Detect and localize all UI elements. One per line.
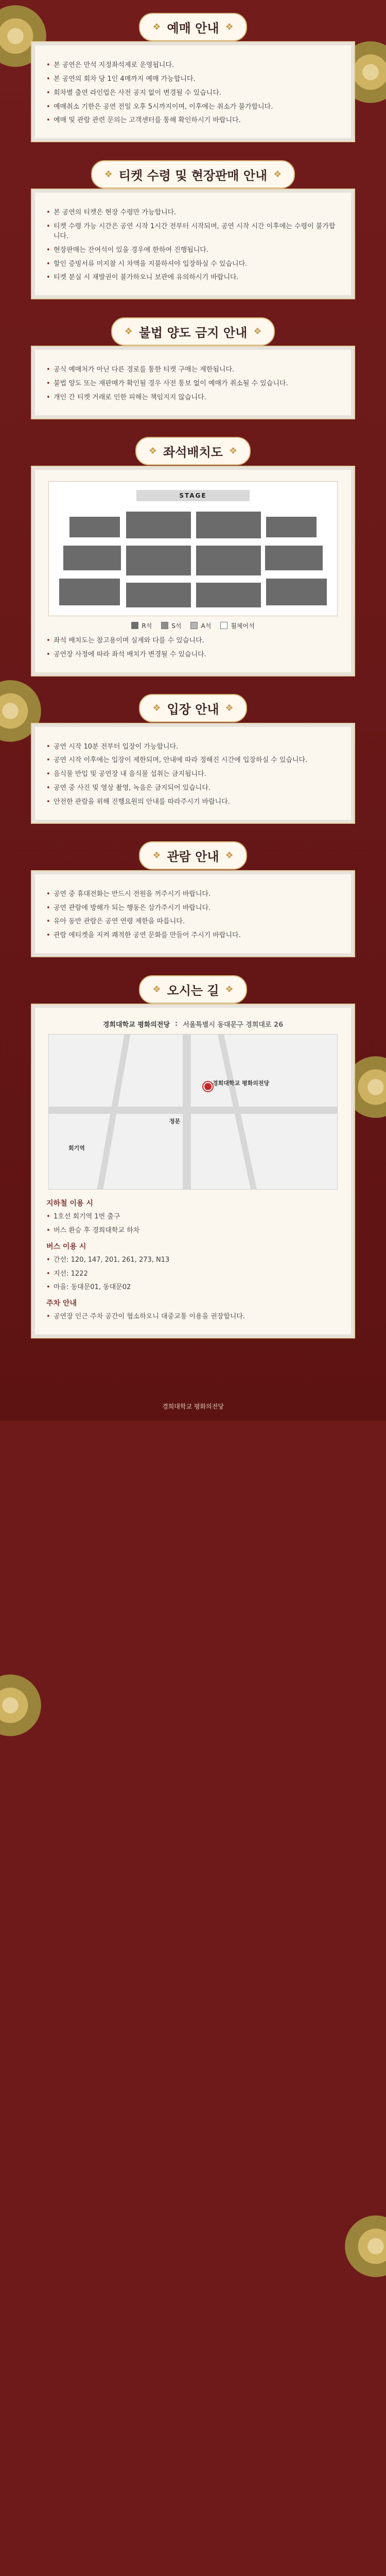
venue-name: 경희대학교 평화의전당 [102,1021,170,1029]
directions-title-wrap [31,975,355,1004]
resale-title [111,317,275,346]
title-right-ornament-icon: ❖ [225,984,234,995]
map-label-venue: 경희대학교 평화의전당 [213,1080,270,1087]
viewing-item-2: • 공연 관람에 방해가 되는 행동은 삼가주시기 바랍니다. [46,904,340,913]
booking-title-text: 예매 안내 [167,21,219,36]
booking-panel [31,41,355,142]
seatmap-note-2: • 공연장 사정에 따라 좌석 배치가 변경될 수 있습니다. [46,650,340,660]
ticket-title-wrap [31,160,355,189]
legend-item: A석 [190,621,211,630]
viewing-title-wrap [31,841,355,870]
parking-item-1: • 공연장 인근 주차 공간이 협소하오니 대중교통 이용을 권장합니다. [46,1312,340,1322]
seat-block [196,546,261,575]
subway-title: 지하철 이용 시 [46,1199,93,1208]
venue-pin-icon [203,1082,213,1091]
viewing-item-4: • 관람 에티켓을 지켜 쾌적한 공연 문화를 만들어 주시기 바랍니다. [46,931,340,941]
viewing-title-text: 관람 안내 [167,850,219,865]
seat-block [69,517,120,537]
seat-block [266,579,327,605]
entry-list [46,742,340,807]
bus-item-1: • 간선: 120, 147, 201, 261, 273, N13 [46,1256,340,1265]
subway-list [46,1212,340,1236]
ticket-item-3: • 현장판매는 잔여석이 있을 경우에 한하여 진행됩니다. [46,246,340,256]
directions-panel [31,1004,355,1338]
title-right-ornament-icon: ❖ [225,703,234,714]
viewing-panel [31,870,355,957]
seatmap-notes [46,636,340,660]
seat-block [196,512,261,538]
entry-item-4: • 공연 중 사진 및 영상 촬영, 녹음은 금지되어 있습니다. [46,784,340,793]
subway-item-1: • 1호선 회기역 1번 출구 [46,1212,340,1222]
entry-item-2: • 공연 시작 이후에는 입장이 제한되며, 안내에 따라 정해진 시간에 입장하실 수 있습니다. [46,756,340,766]
viewing-item-3: • 유아 동반 관람은 공연 연령 제한을 따릅니다. [46,917,340,927]
title-right-ornament-icon: ❖ [225,21,234,32]
title-left-ornament-icon: ❖ [152,21,161,32]
ticket-item-1: • 본 공연의 티켓은 현장 수령만 가능합니다. [46,208,340,218]
seat-block [266,517,317,537]
ticket-item-5: • 티켓 분실 시 재발권이 불가하오니 보관에 유의하시기 바랍니다. [46,273,340,283]
title-left-ornament-icon: ❖ [152,850,161,861]
bus-list [46,1256,340,1293]
seatmap-title-wrap [31,437,355,466]
bus-title: 버스 이용 시 [46,1242,86,1251]
bus-item-2: • 지선: 1222 [46,1269,340,1279]
address-separator: : [174,1020,178,1028]
seatmap-title-text: 좌석배치도 [163,445,223,460]
title-right-ornament-icon: ❖ [229,446,238,457]
viewing-list [46,890,340,941]
directions-title [139,975,247,1004]
seat-block [126,546,191,575]
directions-title-text: 오시는 길 [167,983,219,998]
road [49,1107,337,1114]
seat-block [126,512,191,538]
title-left-ornament-icon: ❖ [152,984,161,995]
booking-item-2: • 본 공연의 회차 당 1인 4매까지 예매 가능합니다. [46,75,340,84]
viewing-item-1: • 공연 중 휴대전화는 반드시 전원을 꺼주시기 바랍니다. [46,890,340,900]
title-left-ornament-icon: ❖ [124,326,133,337]
title-left-ornament-icon: ❖ [152,703,161,714]
title-right-ornament-icon: ❖ [273,168,282,180]
seat-block [63,546,121,570]
footer: 경희대학교 평화의전당 [162,1403,224,1411]
legend-item: 휠체어석 [220,621,254,630]
entry-item-3: • 음식물 반입 및 공연장 내 음식물 섭취는 금지됩니다. [46,770,340,779]
seat-block [196,583,261,607]
seatmap-title [135,437,251,465]
booking-item-1: • 본 공연은 만석 지정좌석제로 운영됩니다. [46,61,340,71]
road [183,1035,191,1189]
seat-legend [46,621,340,630]
bus-info [46,1241,340,1293]
booking-item-5: • 예매 및 관람 관련 문의는 고객센터를 통해 확인하시기 바랍니다. [46,116,340,126]
seat-block [265,546,323,570]
flower-decoration-icon [0,1674,41,1736]
ticket-title-text: 티켓 수령 및 현장판매 안내 [118,168,268,183]
venue-address [46,1019,340,1029]
ticket-panel [31,189,355,299]
booking-list [46,61,340,126]
resale-panel [31,346,355,419]
booking-item-4: • 예매취소 기한은 공연 전일 오후 5시까지이며, 이후에는 취소가 불가합니다. [46,103,340,112]
resale-title-wrap [31,317,355,346]
map-label-gate: 정문 [169,1118,181,1125]
parking-title: 주차 안내 [46,1299,77,1308]
entry-title-text: 입장 안내 [167,702,219,717]
entry-title-wrap [31,694,355,723]
seat-block [59,579,120,605]
entry-title [139,694,247,722]
map [48,1034,338,1190]
viewing-title [139,841,247,870]
title-right-ornament-icon: ❖ [225,850,234,861]
title-left-ornament-icon: ❖ [148,446,157,457]
resale-item-1: • 공식 예매처가 아닌 다른 경로를 통한 티켓 구매는 제한됩니다. [46,365,340,375]
address-text: 서울특별시 동대문구 경희대로 26 [183,1021,284,1029]
booking-title [139,13,247,41]
resale-item-2: • 불법 양도 또는 재판매가 확인될 경우 사전 통보 없이 예매가 취소될 수 있습니다. [46,379,340,389]
booking-title-wrap [31,12,355,41]
ticket-item-2: • 티켓 수령 가능 시간은 공연 시작 1시간 전부터 시작되며, 공연 시작 시간 이후에는 수령이 불가합니다. [46,222,340,242]
bus-item-3: • 마을: 동대문01, 동대문02 [46,1283,340,1293]
stage-label: STAGE [136,490,250,501]
flower-decoration-icon [345,2215,386,2277]
seatmap-panel [31,466,355,676]
ticket-title [91,160,295,189]
seatmap [48,481,338,616]
booking-item-3: • 회차별 출연 라인업은 사전 공지 없이 변경될 수 있습니다. [46,89,340,98]
subway-item-2: • 버스 환승 후 경희대학교 하차 [46,1226,340,1236]
seatmap-note-1: • 좌석 배치도는 참고용이며 실제와 다를 수 있습니다. [46,636,340,646]
title-left-ornament-icon: ❖ [104,168,113,180]
seat-block [126,583,191,607]
subway-info [46,1198,340,1236]
legend-item: R석 [131,621,152,630]
entry-item-1: • 공연 시작 10분 전부터 입장이 가능합니다. [46,742,340,752]
ticket-item-4: • 할인 증빙서류 미지참 시 차액을 지불하셔야 입장하실 수 있습니다. [46,260,340,269]
legend-item: S석 [161,621,181,630]
entry-item-5: • 안전한 관람을 위해 진행요원의 안내를 따라주시기 바랍니다. [46,798,340,807]
resale-item-3: • 개인 간 티켓 거래로 인한 피해는 책임지지 않습니다. [46,393,340,403]
ticket-list [46,208,340,283]
title-right-ornament-icon: ❖ [253,326,262,337]
map-label-station: 회기역 [68,1145,85,1152]
resale-list [46,365,340,403]
entry-panel [31,723,355,824]
resale-title-text: 불법 양도 금지 안내 [138,325,248,340]
parking-list [46,1312,340,1322]
parking-info [46,1298,340,1322]
